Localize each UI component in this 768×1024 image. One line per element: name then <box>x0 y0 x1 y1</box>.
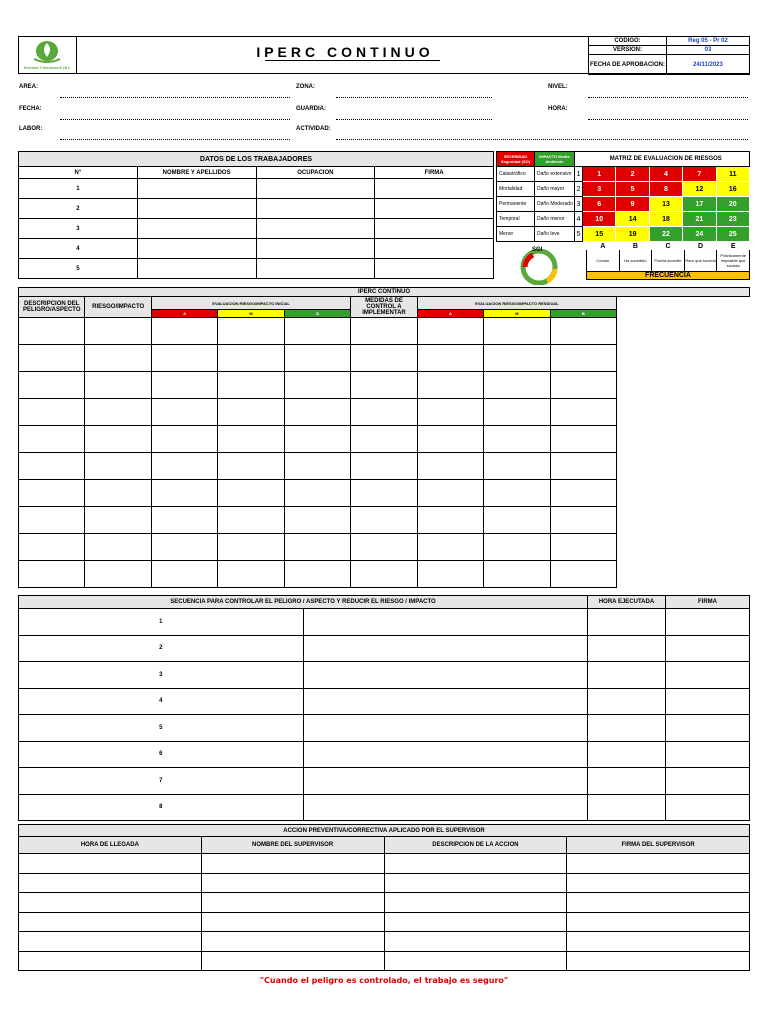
area-field[interactable] <box>60 97 290 98</box>
hazard-description-cell[interactable] <box>19 372 85 399</box>
sequence-number: 7 <box>19 768 304 795</box>
supervisor-signature-cell[interactable] <box>567 932 750 952</box>
hora-field[interactable] <box>588 119 748 120</box>
matrix-cell: 1 <box>583 167 616 182</box>
initial-b-cell[interactable] <box>284 372 350 399</box>
iperc-row <box>19 453 750 480</box>
iperc-row <box>19 480 750 507</box>
severity-number: 2 <box>575 182 583 197</box>
control-measures-cell[interactable] <box>351 372 417 399</box>
sequence-signature-cell[interactable] <box>666 609 750 636</box>
matrix-cell: 13 <box>649 197 682 212</box>
residual-b-cell[interactable] <box>550 426 616 453</box>
matrix-cell: 5 <box>616 182 649 197</box>
frequency-table: A B C D E Común Ha sucedido Podría suceder Raro que suceda Prácticamente imposible que suceda FRECUENCIA <box>586 242 750 280</box>
initial-m-cell[interactable] <box>218 372 284 399</box>
matrix-cell: 8 <box>649 182 682 197</box>
severity-label: Temporal <box>497 212 535 227</box>
residual-a-cell[interactable] <box>417 507 483 534</box>
impact-label: Daño Moderado <box>535 197 575 212</box>
nivel-label: NIVEL: <box>548 84 568 90</box>
control-measures-cell[interactable] <box>351 507 417 534</box>
initial-m-cell[interactable] <box>218 480 284 507</box>
logo <box>20 37 75 73</box>
hazard-description-cell[interactable] <box>19 453 85 480</box>
matrix-cell: 17 <box>683 197 716 212</box>
initial-b-cell[interactable] <box>284 318 350 345</box>
action-row <box>19 932 750 952</box>
sequence-number: 1 <box>19 609 304 636</box>
residual-m-cell[interactable] <box>484 345 550 372</box>
action-row <box>19 873 750 893</box>
initial-a-cell[interactable] <box>151 318 217 345</box>
residual-b-cell[interactable] <box>550 561 616 588</box>
sequence-row <box>19 794 750 821</box>
control-measures-cell[interactable] <box>351 534 417 561</box>
action-description-cell[interactable] <box>384 854 567 874</box>
frequency-letter: E <box>730 242 736 250</box>
residual-m-cell[interactable] <box>484 561 550 588</box>
residual-b-cell[interactable] <box>550 534 616 561</box>
sequence-hour-cell[interactable] <box>588 794 666 821</box>
sequence-step-cell[interactable] <box>303 741 588 768</box>
worker-signature-cell[interactable] <box>375 219 494 239</box>
sequence-step-cell[interactable] <box>303 794 588 821</box>
initial-a-cell[interactable] <box>151 561 217 588</box>
risk-impact-cell[interactable] <box>85 480 151 507</box>
hazard-description-cell[interactable] <box>19 561 85 588</box>
sequence-row <box>19 635 750 662</box>
worker-number: 4 <box>19 239 138 259</box>
worker-signature-cell[interactable] <box>375 259 494 279</box>
severity-label: Catastrófico <box>497 167 535 182</box>
frequency-label: Ha sucedido <box>619 250 652 271</box>
sequence-hour-cell[interactable] <box>588 688 666 715</box>
sequence-table: SECUENCIA PARA CONTROLAR EL PELIGRO / ASPECTO Y REDUCIR EL RIESGO / IMPACTO HORA EJECUTADA FIRMA 1 2 3 4 5 6 7 8 <box>18 595 750 821</box>
action-description-cell[interactable] <box>384 873 567 893</box>
initial-b-cell[interactable] <box>284 453 350 480</box>
worker-name-cell[interactable] <box>137 239 256 259</box>
initial-b-cell[interactable] <box>284 480 350 507</box>
initial-b-cell[interactable] <box>284 426 350 453</box>
fecha-label: FECHA: <box>19 106 42 112</box>
residual-b-cell[interactable] <box>550 399 616 426</box>
worker-number: 3 <box>19 219 138 239</box>
sequence-row <box>19 609 750 636</box>
severity-label: Permanente <box>497 197 535 212</box>
initial-b-cell[interactable] <box>284 534 350 561</box>
initial-m-cell[interactable] <box>218 399 284 426</box>
arrival-hour-cell[interactable] <box>19 873 202 893</box>
supervisor-signature-cell[interactable] <box>567 912 750 932</box>
matrix-cell: 3 <box>583 182 616 197</box>
frequency-letter: C <box>665 242 671 250</box>
iperc-row <box>19 507 750 534</box>
residual-b-cell[interactable] <box>550 318 616 345</box>
hazard-description-cell[interactable] <box>19 507 85 534</box>
residual-a-cell[interactable] <box>417 453 483 480</box>
frequency-label: Prácticamente imposible que suceda <box>717 250 750 271</box>
frequency-label: Podría suceder <box>652 250 685 271</box>
residual-m-cell[interactable] <box>484 426 550 453</box>
initial-m-cell[interactable] <box>218 507 284 534</box>
residual-a-cell[interactable] <box>417 345 483 372</box>
worker-number: 1 <box>19 179 138 199</box>
initial-a-cell[interactable] <box>151 399 217 426</box>
initial-m-cell[interactable] <box>218 453 284 480</box>
action-row <box>19 912 750 932</box>
frequency-label: Raro que suceda <box>684 250 717 271</box>
iperc-row <box>19 561 750 588</box>
matrix-row <box>497 227 750 242</box>
worker-name-cell[interactable] <box>137 259 256 279</box>
residual-a-cell[interactable] <box>417 561 483 588</box>
initial-a-cell[interactable] <box>151 453 217 480</box>
residual-a-cell[interactable] <box>417 534 483 561</box>
supervisor-name-cell[interactable] <box>201 854 384 874</box>
control-measures-cell[interactable] <box>351 345 417 372</box>
risk-impact-cell[interactable] <box>85 453 151 480</box>
frequency-label: Común <box>587 250 620 271</box>
residual-b-cell[interactable] <box>550 453 616 480</box>
sequence-number: 6 <box>19 741 304 768</box>
risk-impact-cell[interactable] <box>85 426 151 453</box>
residual-b-cell[interactable] <box>550 480 616 507</box>
sequence-number: 8 <box>19 794 304 821</box>
matrix-cell: 2 <box>616 167 649 182</box>
risk-impact-cell[interactable] <box>85 372 151 399</box>
worker-occupation-cell[interactable] <box>256 259 375 279</box>
iperc-row <box>19 399 750 426</box>
sequence-signature-cell[interactable] <box>666 662 750 689</box>
worker-signature-cell[interactable] <box>375 199 494 219</box>
severity-number: 4 <box>575 212 583 227</box>
residual-a-cell[interactable] <box>417 372 483 399</box>
hazard-description-cell[interactable] <box>19 480 85 507</box>
residual-m-cell[interactable] <box>484 480 550 507</box>
sequence-hour-cell[interactable] <box>588 609 666 636</box>
impact-label: Daño mayor <box>535 182 575 197</box>
sequence-row <box>19 688 750 715</box>
matrix-row <box>497 167 750 182</box>
matrix-cell: 18 <box>649 212 682 227</box>
initial-m-cell[interactable] <box>218 534 284 561</box>
worker-occupation-cell[interactable] <box>256 179 375 199</box>
residual-m-cell[interactable] <box>484 534 550 561</box>
initial-b-cell[interactable] <box>284 507 350 534</box>
matrix-cell: 24 <box>683 227 716 242</box>
arrival-hour-cell[interactable] <box>19 951 202 971</box>
arrival-hour-cell[interactable] <box>19 932 202 952</box>
matrix-cell: 7 <box>683 167 716 182</box>
risk-impact-cell[interactable] <box>85 507 151 534</box>
sequence-signature-cell[interactable] <box>666 635 750 662</box>
zona-field[interactable] <box>336 97 492 98</box>
worker-signature-cell[interactable] <box>375 239 494 259</box>
company-name: Greenies Y Servicios E.I.R.L. <box>23 66 72 70</box>
initial-a-cell[interactable] <box>151 507 217 534</box>
iperc-row <box>19 426 750 453</box>
iperc-row <box>19 372 750 399</box>
sequence-signature-cell[interactable] <box>666 741 750 768</box>
hazard-description-cell[interactable] <box>19 345 85 372</box>
supervisor-name-cell[interactable] <box>201 893 384 913</box>
actividad-label: ACTIVIDAD: <box>296 126 331 132</box>
hazard-description-cell[interactable] <box>19 318 85 345</box>
hazard-description-cell[interactable] <box>19 399 85 426</box>
sequence-step-cell[interactable] <box>303 715 588 742</box>
impact-label: Daño leve <box>535 227 575 242</box>
workers-table: DATOS DE LOS TRABAJADORES N° NOMBRE Y APELLIDOS OCUPACION FIRMA 1 2 3 4 5 <box>18 151 494 279</box>
sequence-row <box>19 768 750 795</box>
footer-quote: "Cuando el peligro es controlado, el trabajo es seguro" <box>259 976 509 985</box>
matrix-row <box>497 182 750 197</box>
supervisor-signature-cell[interactable] <box>567 893 750 913</box>
supervisor-signature-cell[interactable] <box>567 873 750 893</box>
initial-m-cell[interactable] <box>218 345 284 372</box>
initial-a-cell[interactable] <box>151 345 217 372</box>
control-measures-cell[interactable] <box>351 426 417 453</box>
matrix-cell: 19 <box>616 227 649 242</box>
residual-b-cell[interactable] <box>550 507 616 534</box>
residual-m-cell[interactable] <box>484 453 550 480</box>
sequence-number: 4 <box>19 688 304 715</box>
action-description-cell[interactable] <box>384 932 567 952</box>
guardia-label: GUARDIA: <box>296 106 326 112</box>
sequence-step-cell[interactable] <box>303 609 588 636</box>
matrix-row <box>497 197 750 212</box>
action-description-cell[interactable] <box>384 893 567 913</box>
supervisor-name-cell[interactable] <box>201 873 384 893</box>
supervisor-signature-cell[interactable] <box>567 854 750 874</box>
initial-a-cell[interactable] <box>151 426 217 453</box>
sequence-number: 5 <box>19 715 304 742</box>
sequence-step-cell[interactable] <box>303 768 588 795</box>
worker-occupation-cell[interactable] <box>256 199 375 219</box>
residual-m-cell[interactable] <box>484 399 550 426</box>
severity-label: Mortalidad <box>497 182 535 197</box>
doc-control-table: CODIGO: Reg 05 - Pr 02 VERSION: 03 FECHA DE APROBACION: 24/11/2023 <box>588 36 750 75</box>
worker-name-cell[interactable] <box>137 219 256 239</box>
worker-number: 2 <box>19 199 138 219</box>
nivel-field[interactable] <box>588 97 748 98</box>
matrix-cell: 21 <box>683 212 716 227</box>
action-row <box>19 951 750 971</box>
iperc-row <box>19 345 750 372</box>
matrix-cell: 12 <box>683 182 716 197</box>
supervisor-name-cell[interactable] <box>201 912 384 932</box>
sequence-step-cell[interactable] <box>303 635 588 662</box>
sequence-hour-cell[interactable] <box>588 662 666 689</box>
worker-row <box>19 239 494 259</box>
sequence-hour-cell[interactable] <box>588 768 666 795</box>
arrival-hour-cell[interactable] <box>19 893 202 913</box>
residual-b-cell[interactable] <box>550 372 616 399</box>
guardia-field[interactable] <box>336 119 492 120</box>
initial-m-cell[interactable] <box>218 561 284 588</box>
sequence-number: 2 <box>19 635 304 662</box>
action-description-cell[interactable] <box>384 912 567 932</box>
matrix-cell: 22 <box>649 227 682 242</box>
sequence-signature-cell[interactable] <box>666 715 750 742</box>
residual-a-cell[interactable] <box>417 426 483 453</box>
worker-name-cell[interactable] <box>137 179 256 199</box>
sequence-step-cell[interactable] <box>303 688 588 715</box>
matrix-cell: 6 <box>583 197 616 212</box>
matrix-cell: 10 <box>583 212 616 227</box>
hora-label: HORA: <box>548 106 568 112</box>
severity-number: 5 <box>575 227 583 242</box>
control-measures-cell[interactable] <box>351 318 417 345</box>
sequence-number: 3 <box>19 662 304 689</box>
sequence-row <box>19 662 750 689</box>
supervisor-signature-cell[interactable] <box>567 951 750 971</box>
impact-label: Daño extensivo <box>535 167 575 182</box>
initial-b-cell[interactable] <box>284 345 350 372</box>
sequence-signature-cell[interactable] <box>666 688 750 715</box>
worker-occupation-cell[interactable] <box>256 239 375 259</box>
matrix-cell: 11 <box>716 167 749 182</box>
worker-occupation-cell[interactable] <box>256 219 375 239</box>
action-table: ACCION PREVENTIVA/CORRECTIVA APLICADO POR EL SUPERVISOR HORA DE LLEGADA NOMBRE DEL SUPERVISOR DESCRIPCION DE LA ACCION FIRMA DEL SUPERVISOR <box>18 824 750 971</box>
risk-impact-cell[interactable] <box>85 399 151 426</box>
supervisor-name-cell[interactable] <box>201 932 384 952</box>
sequence-hour-cell[interactable] <box>588 715 666 742</box>
sequence-signature-cell[interactable] <box>666 794 750 821</box>
residual-a-cell[interactable] <box>417 399 483 426</box>
labor-field[interactable] <box>60 139 290 140</box>
risk-impact-cell[interactable] <box>85 561 151 588</box>
matrix-cell: 16 <box>716 182 749 197</box>
arrival-hour-cell[interactable] <box>19 912 202 932</box>
residual-b-cell[interactable] <box>550 345 616 372</box>
area-label: AREA: <box>19 84 38 90</box>
control-measures-cell[interactable] <box>351 399 417 426</box>
sequence-signature-cell[interactable] <box>666 768 750 795</box>
matrix-cell: 20 <box>716 197 749 212</box>
initial-a-cell[interactable] <box>151 480 217 507</box>
initial-a-cell[interactable] <box>151 534 217 561</box>
sgi-logo: SGI <box>516 245 562 285</box>
risk-impact-cell[interactable] <box>85 345 151 372</box>
matrix-row <box>497 212 750 227</box>
action-row <box>19 854 750 874</box>
iperc-table: IPERC CONTINUO DESCRIPCION DEL PELIGRO/ASPECTO RIESGO/IMPACTO EVALUACION RIESGO/IMPACTO INICIAL MEDIDAS DE CONTROL A IMPLEMENTAR EVALUACION RIESGO/IMPACTO RESIDUAL A M B A M B <box>18 287 750 588</box>
matrix-cell: 4 <box>649 167 682 182</box>
severity-label: Menor <box>497 227 535 242</box>
matrix-cell: 25 <box>716 227 749 242</box>
risk-matrix: SEVERIDAD Seguridad (SO) IMPACTO Medio Ambiente MATRIZ DE EVALUACION DE RIESGOS Catastrófico Daño extensivo 1 1 2 4 7 11 Mortalidad Daño mayor 2 3 5 8 12 16 Permanente Daño Moderado 3 6 9 13 17 20 Temporal Daño menor 4 10 14 18 21 23 Menor Daño leve 5 15 19 22 24 25 <box>496 151 750 242</box>
zona-label: ZONA: <box>296 84 315 90</box>
initial-m-cell[interactable] <box>218 318 284 345</box>
residual-m-cell[interactable] <box>484 507 550 534</box>
sequence-hour-cell[interactable] <box>588 635 666 662</box>
risk-impact-cell[interactable] <box>85 318 151 345</box>
residual-a-cell[interactable] <box>417 480 483 507</box>
sequence-row <box>19 741 750 768</box>
actividad-field[interactable] <box>336 139 748 140</box>
iperc-row <box>19 534 750 561</box>
fecha-field[interactable] <box>60 119 290 120</box>
impact-label: Daño menor <box>535 212 575 227</box>
control-measures-cell[interactable] <box>351 561 417 588</box>
control-measures-cell[interactable] <box>351 453 417 480</box>
initial-b-cell[interactable] <box>284 399 350 426</box>
worker-row <box>19 259 494 279</box>
initial-a-cell[interactable] <box>151 372 217 399</box>
hazard-description-cell[interactable] <box>19 534 85 561</box>
action-description-cell[interactable] <box>384 951 567 971</box>
control-measures-cell[interactable] <box>351 480 417 507</box>
labor-label: LABOR: <box>19 126 43 132</box>
frequency-letter: B <box>632 242 638 250</box>
iperc-row <box>19 318 750 345</box>
worker-signature-cell[interactable] <box>375 179 494 199</box>
page-title: IPERC CONTINUO <box>256 44 434 60</box>
risk-impact-cell[interactable] <box>85 534 151 561</box>
residual-a-cell[interactable] <box>417 318 483 345</box>
matrix-cell: 14 <box>616 212 649 227</box>
severity-number: 3 <box>575 197 583 212</box>
matrix-cell: 9 <box>616 197 649 212</box>
sequence-row <box>19 715 750 742</box>
sequence-step-cell[interactable] <box>303 662 588 689</box>
worker-name-cell[interactable] <box>137 199 256 219</box>
worker-number: 5 <box>19 259 138 279</box>
sequence-hour-cell[interactable] <box>588 741 666 768</box>
matrix-cell: 23 <box>716 212 749 227</box>
action-row <box>19 893 750 913</box>
matrix-cell: 15 <box>583 227 616 242</box>
initial-b-cell[interactable] <box>284 561 350 588</box>
hazard-description-cell[interactable] <box>19 426 85 453</box>
supervisor-name-cell[interactable] <box>201 951 384 971</box>
frequency-letter: A <box>600 242 606 250</box>
worker-row <box>19 199 494 219</box>
frequency-letter: D <box>698 242 704 250</box>
severity-number: 1 <box>575 167 583 182</box>
worker-row <box>19 179 494 199</box>
arrival-hour-cell[interactable] <box>19 854 202 874</box>
worker-row <box>19 219 494 239</box>
initial-m-cell[interactable] <box>218 426 284 453</box>
residual-m-cell[interactable] <box>484 318 550 345</box>
residual-m-cell[interactable] <box>484 372 550 399</box>
